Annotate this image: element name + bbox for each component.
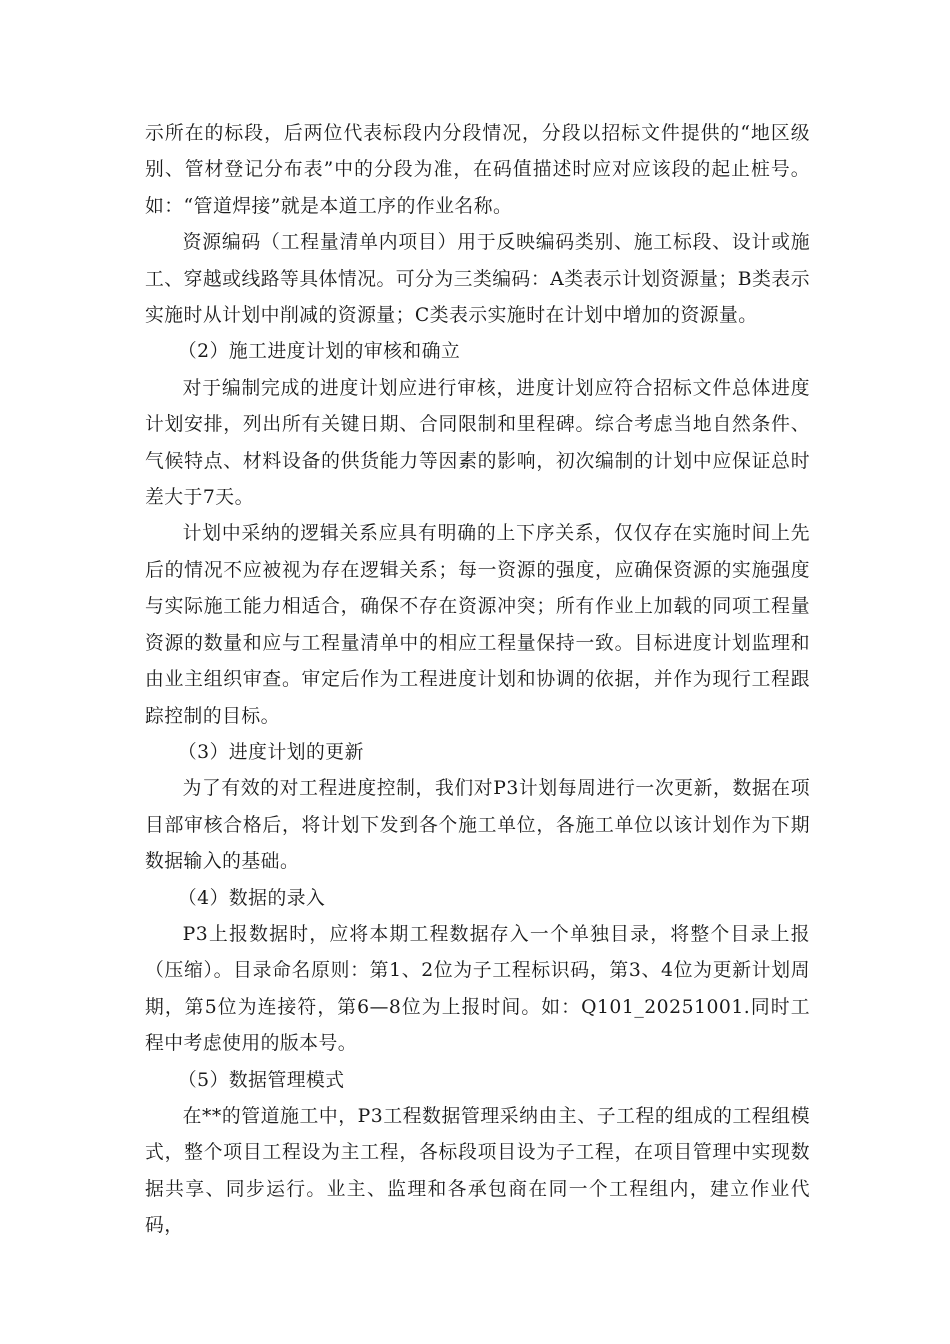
paragraph-code-description: 示所在的标段，后两位代表标段内分段情况，分段以招标文件提供的“地区级别、管材登记分布表”中的分段为准，在码值描述时应对应该段的起止桩号。如：“管道焊接”就是本道工序的作业名称。 [145, 123, 810, 217]
heading-data-management: （5）数据管理模式 [177, 1069, 345, 1091]
heading-schedule-update: （3）进度计划的更新 [177, 741, 364, 763]
paragraph-resource-coding: 资源编码（工程量清单内项目）用于反映编码类别、施工标段、设计或施工、穿越或线路等具体情况。可分为三类编码：A类表示计划资源量；B类表示实施时从计划中削减的资源量；C类表示实施时在计划中增加的资源量。 [145, 232, 810, 327]
paragraph-schedule-update: 为了有效的对工程进度控制，我们对P3计划每周进行一次更新，数据在项目部审核合格后，将计划下发到各个施工单位，各施工单位以该计划作为下期数据输入的基础。 [145, 778, 810, 873]
document-body [145, 116, 810, 1245]
heading-schedule-review: （2）施工进度计划的审核和确立 [177, 341, 461, 363]
paragraph-data-management: 在**的管道施工中，P3工程数据管理采纳由主、子工程的组成的工程组模式，整个项目工程设为主工程，各标段项目设为子工程，在项目管理中实现数据共享、同步运行。业主、监理和各承包商在同一个工程组内，建立作业代码， [145, 1105, 810, 1237]
heading-data-entry: （4）数据的录入 [177, 887, 326, 909]
paragraph-schedule-review: 对于编制完成的进度计划应进行审核，进度计划应符合招标文件总体进度计划安排，列出所有关键日期、合同限制和里程碑。综合考虑当地自然条件、气候特点、材料设备的供货能力等因素的影响，初次编制的计划中应保证总时差大于7天。 [145, 377, 810, 509]
paragraph-data-entry: P3上报数据时，应将本期工程数据存入一个单独目录，将整个目录上报（压缩）。目录命名原则：第1、2位为子工程标识码，第3、4位为更新计划周期，第5位为连接符，第6—8位为上报时间。如：Q101_20251001.同时工程中考虑使用的版本号。 [145, 923, 810, 1055]
paragraph-logic-relations: 计划中采纳的逻辑关系应具有明确的上下序关系，仅仅存在实施时间上先后的情况不应被视为存在逻辑关系；每一资源的强度，应确保资源的实施强度与实际施工能力相适合，确保不存在资源冲突；所有作业上加载的同项工程量资源的数量和应与工程量清单中的相应工程量保持一致。目标进度计划监理和由业主组织审查。审定后作为工程进度计划和协调的依据，并作为现行工程跟踪控制的目标。 [145, 523, 810, 727]
